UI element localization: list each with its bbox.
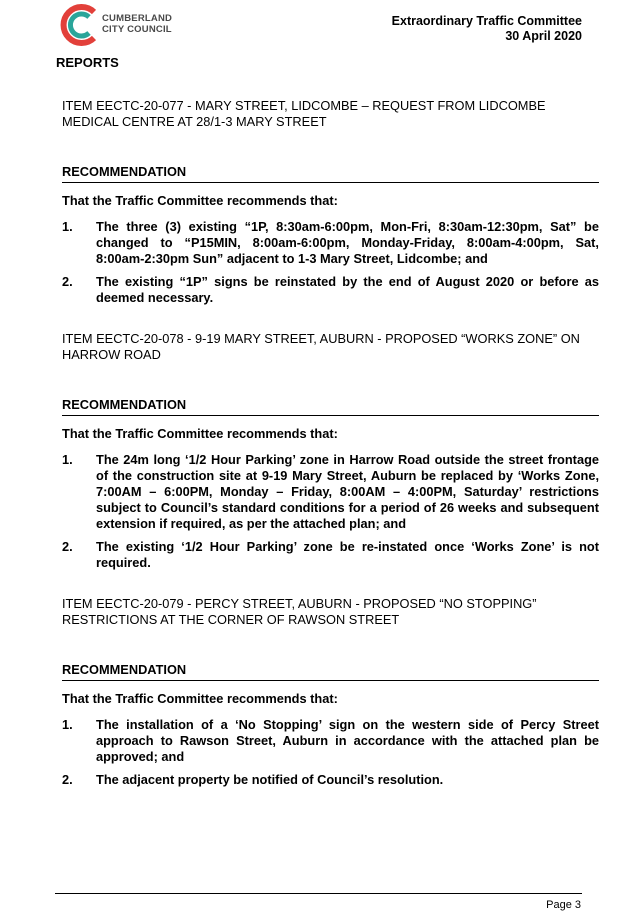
- point-text: The existing ‘1/2 Hour Parking’ zone be re-instated once ‘Works Zone’ is not required.: [96, 539, 599, 570]
- recommendation-list: [62, 452, 599, 571]
- point-text: The existing “1P” signs be reinstated by the end of August 2020 or before as deemed necessary.: [96, 274, 599, 305]
- recommendation-list: [62, 219, 599, 306]
- point-number: 2.: [62, 539, 73, 554]
- report-item: [62, 98, 599, 306]
- point-text: The 24m long ‘1/2 Hour Parking’ zone in Harrow Road outside the street frontage of the construction site at 9-19 Mary Street, Auburn be replaced by ‘Works Zone, 7:00AM – 6:00PM, Monday – Friday, 8:00AM – 4:00PM, Saturday’ restrictions subject to Council’s standard conditions for a period of 26 weeks and subsequent extension if required, as per the attached plan; and: [96, 452, 599, 531]
- meeting-date: 30 April 2020: [505, 29, 582, 43]
- logo-mark-icon: [58, 3, 98, 47]
- section-label: REPORTS: [56, 55, 119, 70]
- recommendation-point: [62, 717, 599, 765]
- point-number: 2.: [62, 772, 73, 787]
- council-logo: [58, 3, 178, 49]
- recommendation-intro: That the Traffic Committee recommends that:: [62, 426, 338, 441]
- recommendation-point: [62, 452, 599, 532]
- point-number: 1.: [62, 717, 73, 732]
- recommendation-list: [62, 717, 599, 788]
- point-number: 1.: [62, 452, 73, 467]
- recommendation-intro: That the Traffic Committee recommends that:: [62, 691, 338, 706]
- logo-line-1: CUMBERLAND: [102, 13, 173, 24]
- recommendation-heading: RECOMMENDATION: [62, 164, 599, 183]
- recommendation-point: [62, 219, 599, 267]
- point-number: 1.: [62, 219, 73, 234]
- point-text: The adjacent property be notified of Council’s resolution.: [96, 772, 444, 787]
- footer-divider: [55, 893, 582, 894]
- item-title: ITEM EECTC-20-077 - MARY STREET, LIDCOMBE – REQUEST FROM LIDCOMBE MEDICAL CENTRE AT 28/1-3 MARY STREET: [62, 98, 546, 129]
- logo-text: [102, 13, 172, 35]
- recommendation-point: [62, 274, 599, 306]
- committee-name: Extraordinary Traffic Committee: [391, 14, 582, 28]
- point-text: The installation of a ‘No Stopping’ sign on the western side of Percy Street approach to Rawson Street, Auburn in accordance with the attached plan be approved; and: [96, 717, 599, 764]
- report-item: [62, 596, 599, 788]
- document-header: [392, 14, 582, 44]
- page-number: Page 3: [546, 899, 581, 911]
- recommendation-heading: RECOMMENDATION: [62, 397, 599, 416]
- report-item: [62, 331, 599, 571]
- item-title: ITEM EECTC-20-078 - 9-19 MARY STREET, AUBURN - PROPOSED “WORKS ZONE” ON HARROW ROAD: [62, 331, 580, 362]
- logo-line-2: CITY COUNCIL: [102, 24, 172, 35]
- point-text: The three (3) existing “1P, 8:30am-6:00pm, Mon-Fri, 8:30am-12:30pm, Sat” be changed to “P15MIN, 8:00am-6:00pm, Monday-Friday, 8:00am-4:00pm, Sat, 8:00am-2:30pm Sun” adjacent to 1-3 Mary Street, Lidcombe; and: [96, 219, 599, 266]
- recommendation-intro: That the Traffic Committee recommends that:: [62, 193, 338, 208]
- point-number: 2.: [62, 274, 73, 289]
- recommendation-point: [62, 772, 599, 788]
- item-title: ITEM EECTC-20-079 - PERCY STREET, AUBURN - PROPOSED “NO STOPPING” RESTRICTIONS AT THE CORNER OF RAWSON STREET: [62, 596, 537, 627]
- recommendation-point: [62, 539, 599, 571]
- recommendation-heading: RECOMMENDATION: [62, 662, 599, 681]
- document-body: [62, 98, 599, 795]
